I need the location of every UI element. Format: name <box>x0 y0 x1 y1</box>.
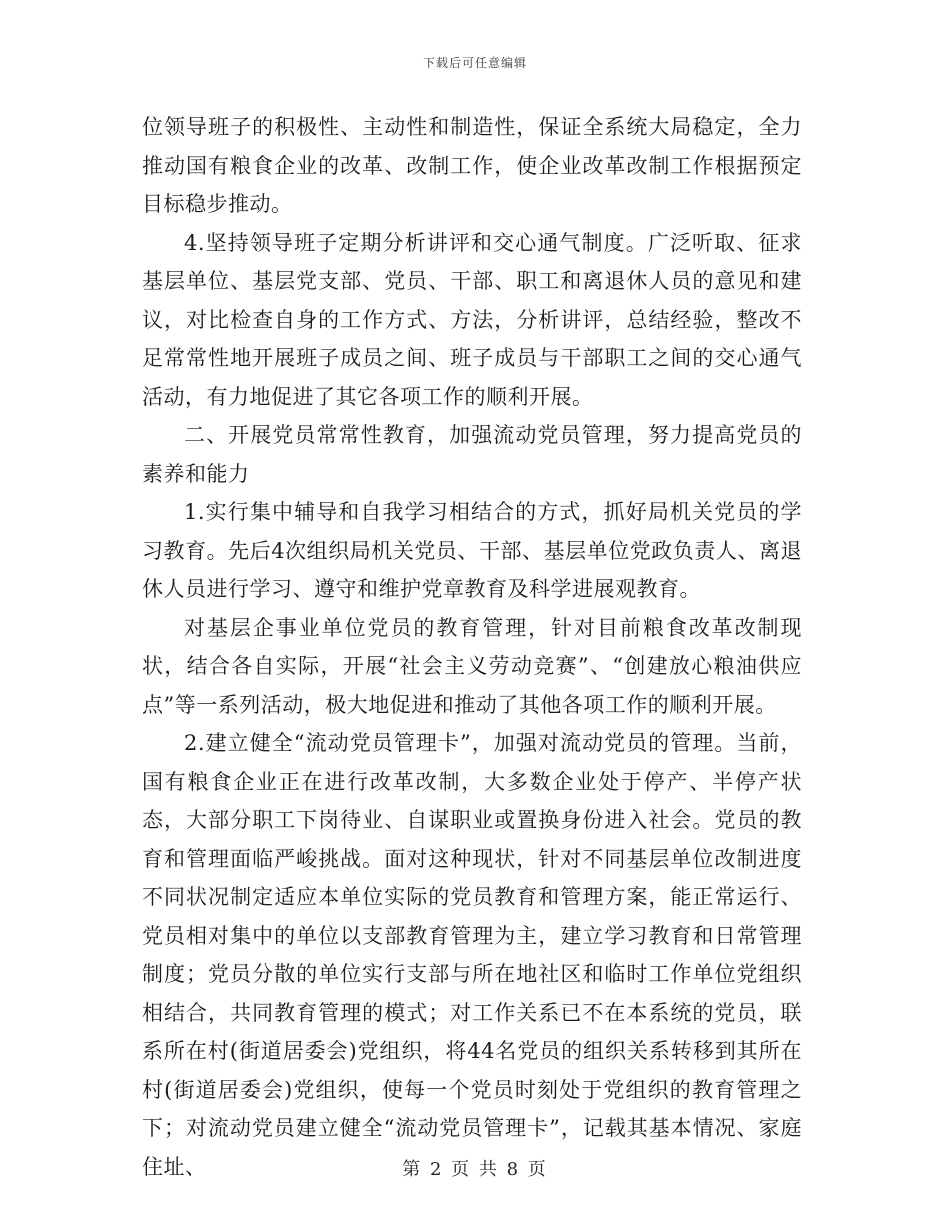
paragraph-continuation: 位领导班子的积极性、主动性和制造性，保证全系统大局稳定，全力推动国有粮食企业的改革、改制工作，使企业改革改制工作根据预定目标稳步推动。 <box>142 115 802 216</box>
page-header-note: 下载后可任意编辑 <box>422 56 527 70</box>
paragraph-item-4: 4.坚持领导班子定期分析讲评和交心通气制度。广泛听取、征求基层单位、基层党支部、党员、干部、职工和离退休人员的意见和建议，对比检查自身的工作方式、方法，分析讲评，总结经验，整改不足常常性地开展班子成员之间、班子成员与干部职工之间的交心通气活动，有力地促进了其它各项工作的顺利开展。 <box>142 230 802 409</box>
paragraph-grassroots-education: 对基层企事业单位党员的教育管理，针对目前粮食改革改制现状，结合各自实际，开展“社会主义劳动竞赛”、“创建放心粮油供应点”等一系列活动，极大地促进和推动了其他各项工作的顺利开展。 <box>142 615 802 717</box>
page-number: 第 2 页 共 8 页 <box>402 1159 548 1180</box>
section-heading-2: 二、开展党员常常性教育，加强流动党员管理，努力提高党员的素养和能力 <box>142 423 802 486</box>
paragraph-item-1: 1.实行集中辅导和自我学习相结合的方式，抓好局机关党员的学习教育。先后4次组织局机关党员、干部、基层单位党政负责人、离退休人员进行学习、遵守和维护党章教育及科学进展观教育。 <box>142 500 802 601</box>
document-body <box>142 108 802 1186</box>
paragraph-item-2: 2.建立健全“流动党员管理卡”，加强对流动党员的管理。当前，国有粮食企业正在进行改革改制，大多数企业处于停产、半停产状态，大部分职工下岗待业、自谋职业或置换身份进入社会。党员的教育和管理面临严峻挑战。面对这种现状，针对不同基层单位改制进度不同状况制定适应本单位实际的党员教育和管理方案，能正常运行、党员相对集中的单位以支部教育管理为主，建立学习教育和日常管理制度；党员分散的单位实行支部与所在地社区和临时工作单位党组织相结合，共同教育管理的模式；对工作关系已不在本系统的党员，联系所在村(街道居委会)党组织，将44名党员的组织关系转移到其所在村(街道居委会)党组织，使每一个党员时刻处于党组织的教育管理之下；对流动党员建立健全“流动党员管理卡”，记载其基本情况、家庭住址、 <box>142 731 802 1179</box>
